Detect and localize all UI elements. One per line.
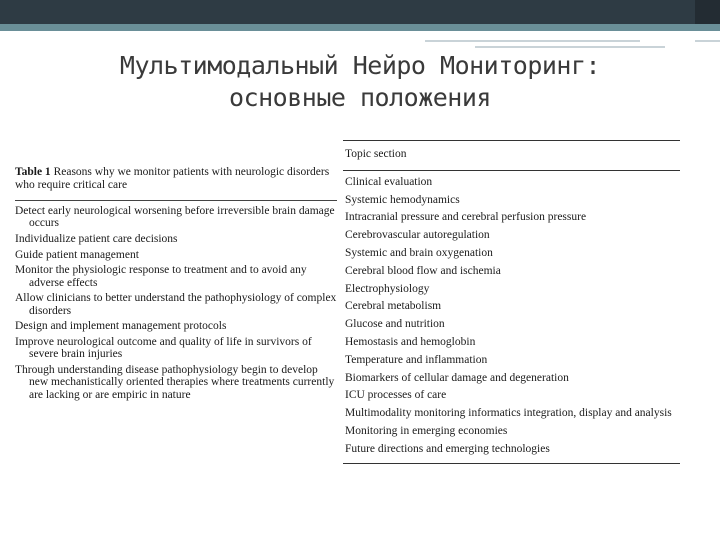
slide-title-line-2: основные положения (229, 83, 491, 112)
topic-row: Future directions and emerging technologies (345, 442, 550, 455)
decorative-stripe (475, 46, 665, 48)
table-caption-label: Table 1 (15, 166, 51, 178)
topic-row: ICU processes of care (345, 389, 447, 402)
table-rule-bottom (343, 463, 680, 464)
table-rule (15, 200, 337, 201)
reason-row: Allow clinicians to better understand the pathophysiology of complex disorders (15, 292, 337, 317)
topic-row: Glucose and nutrition (345, 318, 445, 331)
reasons-table (15, 166, 337, 404)
topic-row: Biomarkers of cellular damage and degeneration (345, 371, 569, 384)
slide-title-line-1: Мультимодальный Нейро Мониторинг: (119, 51, 601, 80)
table-caption (15, 166, 337, 192)
reason-row: Monitor the physiologic response to treatment and to avoid any adverse effects (15, 264, 307, 289)
reason-row: Individualize patient care decisions (15, 233, 178, 245)
topic-row: Electrophysiology (345, 282, 430, 295)
table-rule-header (343, 170, 680, 171)
topic-row: Cerebrovascular autoregulation (345, 229, 490, 242)
reason-row: Improve neurological outcome and quality of life in survivors of severe brain injuries (15, 335, 312, 361)
topic-row: Multimodality monitoring informatics integration, display and analysis (345, 407, 672, 420)
slide-top-bar-corner (695, 0, 720, 24)
topic-row: Cerebral blood flow and ischemia (345, 264, 501, 277)
slide-top-bar (0, 0, 720, 24)
topics-table (343, 140, 680, 464)
topic-row: Systemic hemodynamics (345, 193, 460, 206)
topic-row: Intracranial pressure and cerebral perfusion pressure (345, 211, 587, 224)
slide-accent-band (0, 24, 720, 31)
topic-row: Systemic and brain oxygenation (345, 246, 493, 259)
topic-row: Monitoring in emerging economies (345, 424, 508, 437)
decorative-stripe (425, 40, 640, 42)
topic-row: Hemostasis and hemoglobin (345, 335, 476, 348)
topic-section-header: Topic section (345, 148, 407, 160)
topic-row: Temperature and inflammation (345, 353, 488, 366)
reason-row: Detect early neurological worsening before irreversible brain damage occurs (15, 205, 335, 230)
slide-title (0, 50, 720, 114)
reason-row: Design and implement management protocols (15, 320, 227, 333)
table-caption-text: Reasons why we monitor patients with neurologic disorders who require critical care (15, 166, 330, 191)
reason-row: Guide patient management (15, 248, 139, 261)
topic-row: Cerebral metabolism (345, 300, 442, 313)
decorative-stripe (695, 40, 720, 42)
topic-row: Clinical evaluation (345, 175, 433, 188)
reason-row: Through understanding disease pathophysiology begin to develop new mechanistically oriented therapies where treatments currently are lacking or are empiric in nature (15, 363, 335, 401)
